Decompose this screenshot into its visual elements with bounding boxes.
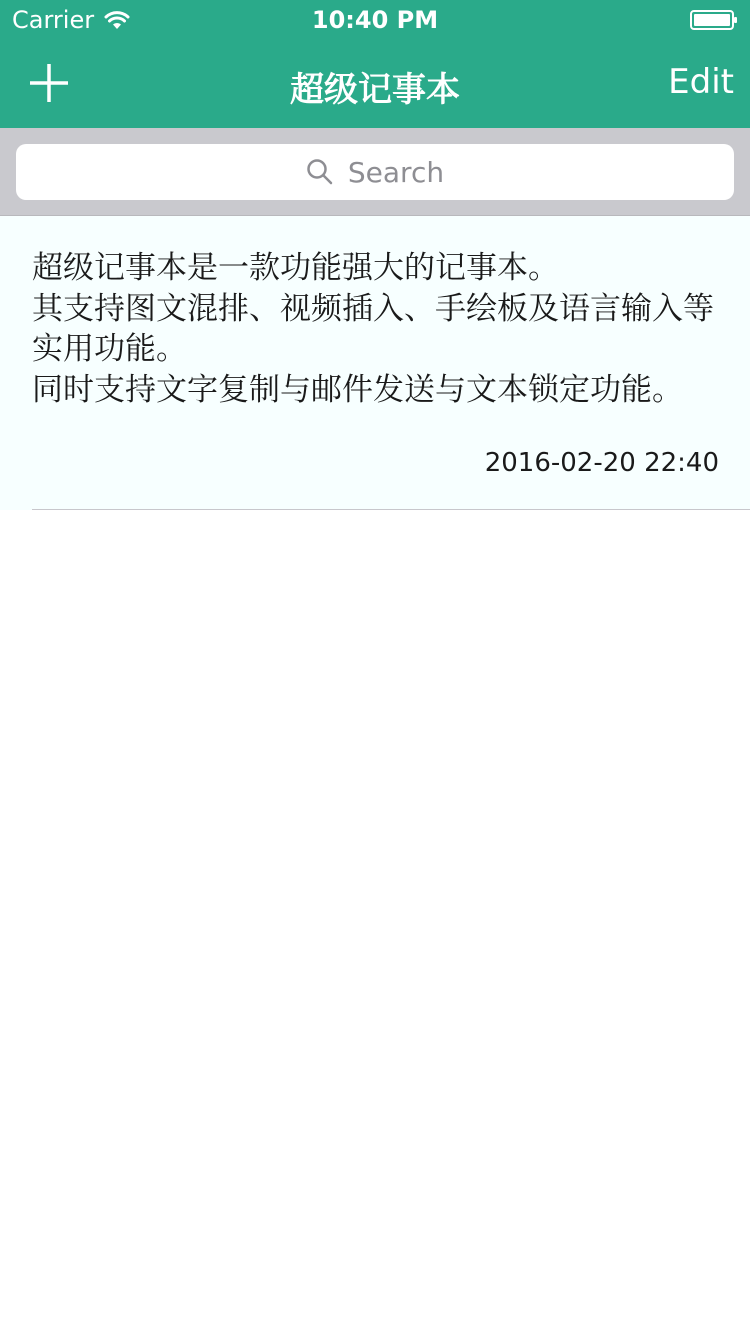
note-date: 2016-02-20 22:40 bbox=[484, 448, 719, 478]
battery-icon bbox=[690, 10, 738, 30]
status-bar bbox=[0, 0, 750, 40]
note-text: 超级记事本是一款功能强大的记事本。 其支持图文混排、视频插入、手绘板及语言输入等实用功能。 同时支持文字复制与邮件发送与文本锁定功能。 bbox=[32, 250, 714, 408]
nav-bar bbox=[0, 40, 750, 128]
notes-list bbox=[0, 216, 750, 510]
header bbox=[0, 0, 750, 128]
add-note-button[interactable] bbox=[28, 62, 70, 104]
search-placeholder: Search bbox=[347, 155, 445, 189]
carrier-label: Carrier bbox=[12, 6, 95, 34]
note-list-item[interactable] bbox=[0, 216, 750, 510]
search-input[interactable] bbox=[16, 144, 734, 200]
edit-button[interactable]: Edit bbox=[668, 62, 734, 102]
search-icon bbox=[306, 158, 334, 186]
clock: 10:40 PM bbox=[311, 6, 439, 34]
row-divider bbox=[32, 509, 750, 510]
search-bar bbox=[0, 128, 750, 216]
page-title: 超级记事本 bbox=[290, 70, 460, 110]
